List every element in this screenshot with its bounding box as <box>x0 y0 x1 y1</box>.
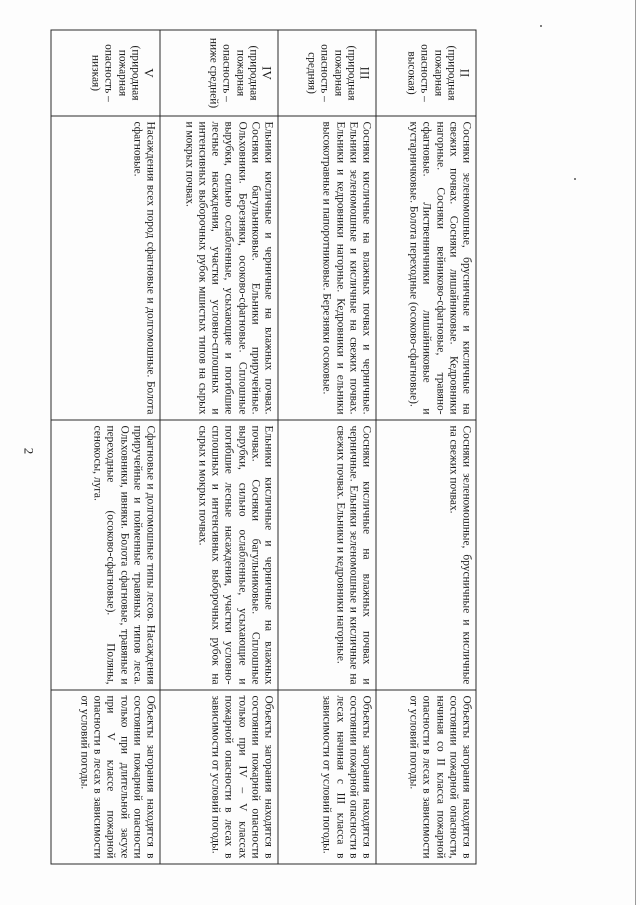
forest-types-cell: Насаждения всех пород сфагновые и долгомошные. Болота сфагновые. <box>51 116 160 420</box>
class-number: IV <box>259 66 275 80</box>
hazard-class-cell <box>51 30 160 116</box>
table-row <box>51 30 160 864</box>
ignition-conditions-cell: Объекты загорания находятся в состоянии пожарной опасности только при длительной засухе при V классе пожарной опасности в лесах в зависимости от условий погоды. <box>51 690 160 864</box>
ignition-conditions-cell: Объекты загорания находятся в состоянии пожарной опасности, начиная со II класса пожарной опасности в лесах в зависимости от условий погоды. <box>376 690 476 864</box>
ignition-conditions-cell: Объекты загорания находятся в состоянии пожарной опасности только при IV – V классах пожарной опасности в лесах в зависимости от условий погоды. <box>160 690 278 864</box>
table-row <box>376 30 476 864</box>
scan-edge-line <box>635 0 636 905</box>
ignition-conditions-cell: Объекты загорания находятся в состоянии пожарной опасности в лесах начиная с III класса в зависимости от условий погоды. <box>278 690 376 864</box>
forest-types-cell: Сфагновые и долгомошные типы лесов. Насаждения приручейные и пойменные травяных типов леса. Ольховники, ивняки. Болота сфагновые, травяные и переходные (осоково-сфагновые). Поляны, сенокосы, луга. <box>51 420 160 690</box>
hazard-class-cell <box>278 30 376 116</box>
forest-types-cell: Ельники кисличные и черничные на влажных почвах. Сосняки багульниковые. Ельники приручейные. Ольховники. Березняки, осоково-сфагновые. Сплошные вырубки, сильно ослабленные, усыхающие и погибшие лесные насаждения, участки условно-сплошных и интенсивных выборочных рубок мшистых типов на сырых и мокрых почвах. <box>160 116 278 420</box>
forest-types-cell: Сосняки зеленомошные, брусничные и кисличные на свежих почвах. Сосняки лишайниковые. Кедровники нагорные. Сосняки вейниково-сфагновые, травяно-сфагновые. Лиственничники лишайниковые и кустарничковые. Болота переходные (осоково-сфагновые). <box>376 116 476 420</box>
class-number: III <box>357 66 373 80</box>
class-description: (природная пожарная опасность – низкая) <box>89 44 142 102</box>
hazard-class-cell <box>376 30 476 116</box>
forest-types-cell: Сосняки кисличные на влажных почвах и черничные. Ельники зеленомошные и кисличные на свежих почвах. Ельники и кедровники нагорные. Кедровники и ельники высокотравные и папоротниковые. Березняки осоковые. <box>278 116 376 420</box>
table-row <box>160 30 278 864</box>
page-number: 2 <box>21 447 37 455</box>
forest-types-cell: Сосняки зеленомошные, брусничные и кисличные на свежих почвах. <box>376 420 476 690</box>
class-description: (природная пожарная опасность – средняя) <box>305 44 358 102</box>
class-description: (природная пожарная опасность – высокая) <box>405 44 458 102</box>
forest-types-cell: Сосняки кисличные на влажных почвах и черничные. Ельники зеленомошные и кисличные на свежих почвах. Ельники и кедровники нагорные. <box>278 420 376 690</box>
hazard-class-cell <box>160 30 278 116</box>
class-number: V <box>141 68 157 78</box>
scan-speck <box>540 25 542 27</box>
fire-hazard-table <box>51 30 477 865</box>
rotated-table-wrapper <box>52 30 477 864</box>
table-row <box>278 30 376 864</box>
scan-speck <box>574 178 576 180</box>
class-number: II <box>457 68 473 78</box>
forest-types-cell: Ельники кисличные и черничные на влажных почвах. Сосняки багульниковые. Сплошные вырубки, сильно ослабленные, усыхающие и погибшие лесные насаждения, участки условно-сплошных и интенсивных выборочных рубок на сырых и мокрых почвах. <box>160 420 278 690</box>
class-description: (природная пожарная опасность – ниже средней) <box>207 37 260 109</box>
